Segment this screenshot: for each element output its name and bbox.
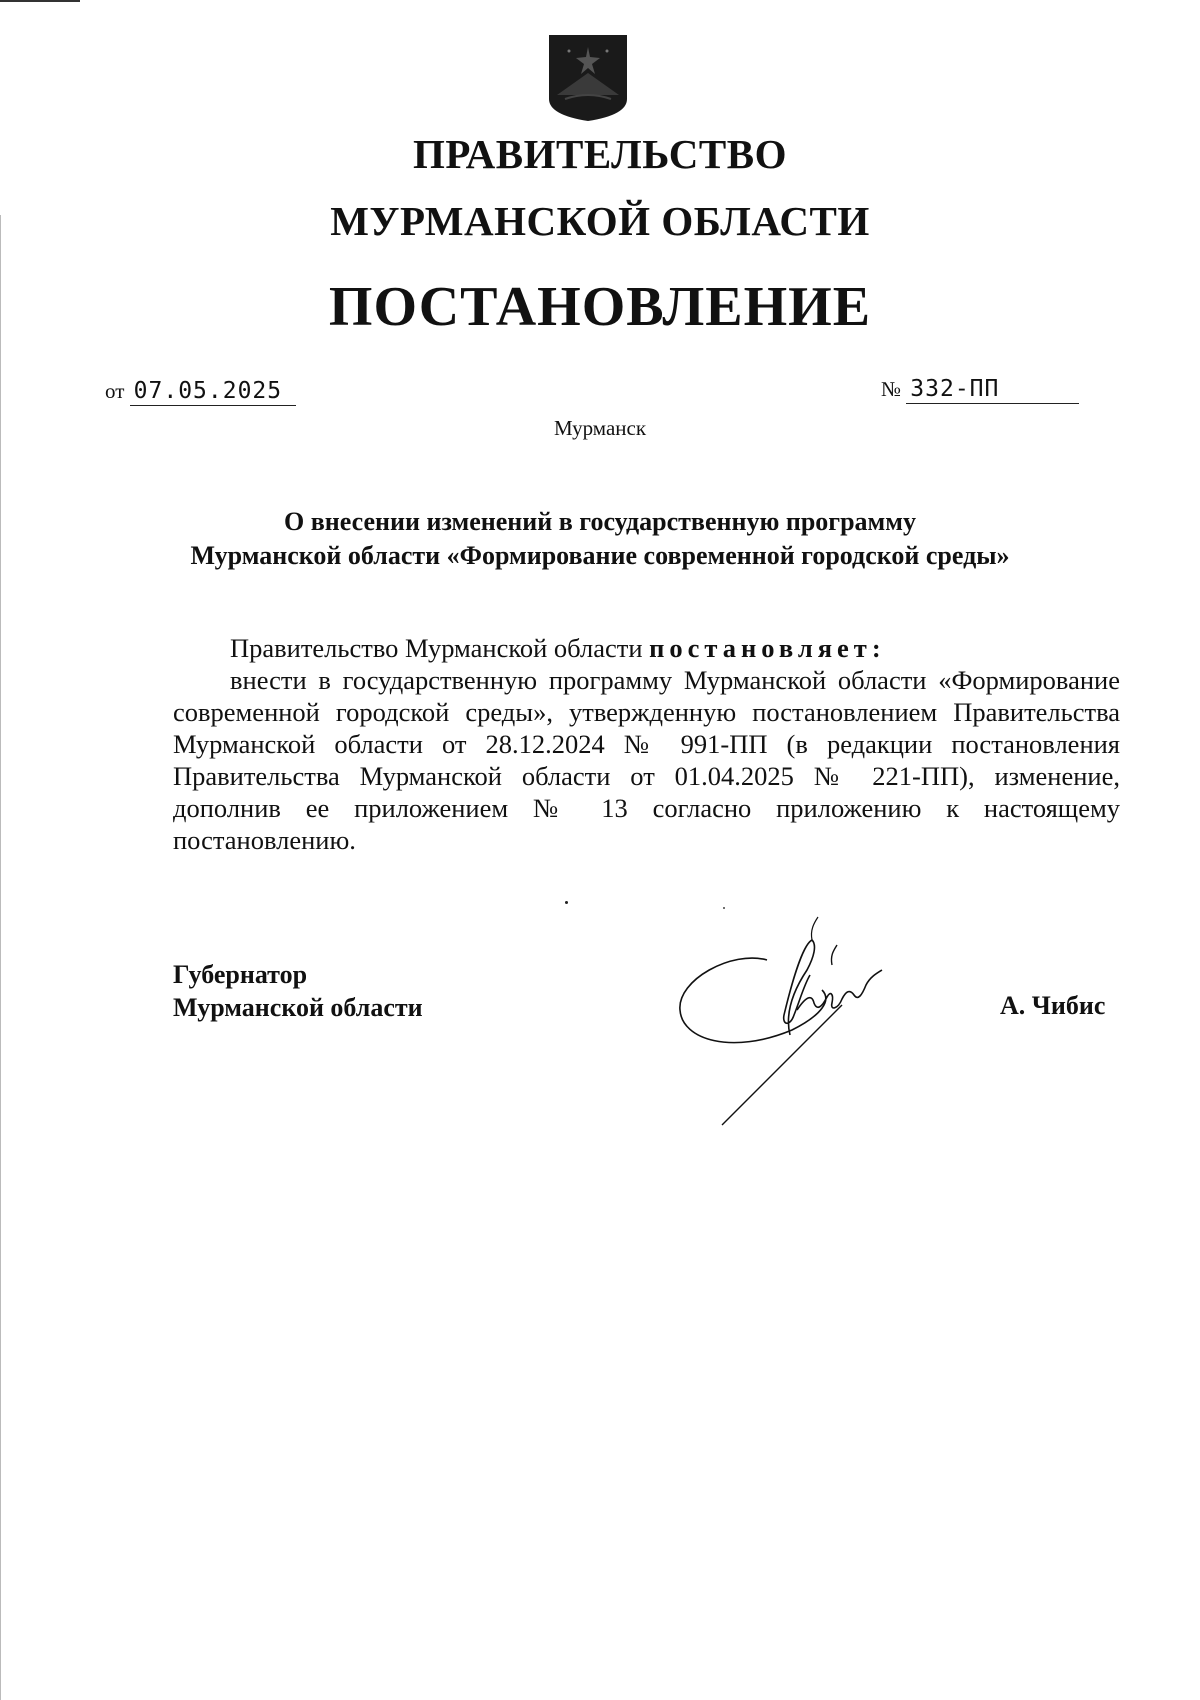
scan-edge-mark-top xyxy=(0,0,80,2)
document-date: 07.05.2025 xyxy=(130,378,296,406)
date-prefix: от xyxy=(105,379,125,403)
decision-word: постановляет: xyxy=(649,633,886,663)
document-number: 332-ПП xyxy=(906,376,1079,404)
scan-speck xyxy=(565,901,568,904)
government-title-line2: МУРМАНСКОЙ ОБЛАСТИ xyxy=(330,198,870,244)
decision-text: внести в государственную программу Мурманской области «Формирование современной городской среды», утвержденную постановлением Правительства Мурманской области от 28.12.2024 № 991-ПП (в редакции постановления Правительства Мурманской области от 01.04.2025 № 221-ПП), изменение, дополнив ее приложением № 13 согласно приложению к настоящему постановлению. xyxy=(173,665,1120,855)
government-title-line1: ПРАВИТЕЛЬСТВО xyxy=(412,131,788,177)
document-subject xyxy=(120,505,1080,573)
document-number-field xyxy=(881,376,1079,404)
subject-line2: Мурманской области «Формирование современной городской среды» xyxy=(190,541,1010,570)
document-date-field xyxy=(105,378,296,406)
decision-intro-paragraph xyxy=(173,632,1120,664)
signer-position xyxy=(173,958,423,1024)
coat-of-arms-icon xyxy=(547,33,629,123)
decision-intro: Правительство Мурманской области xyxy=(230,633,643,663)
subject-line1: О внесении изменений в государственную программу xyxy=(284,507,916,536)
scan-speck xyxy=(723,907,725,909)
signer-position-line2: Мурманской области xyxy=(173,993,423,1022)
document-body xyxy=(173,632,1120,856)
signer-position-line1: Губернатор xyxy=(173,960,308,989)
signer-name: А. Чибис xyxy=(1000,991,1106,1020)
handwritten-signature xyxy=(672,915,922,1135)
number-prefix: № xyxy=(881,377,902,401)
document-type-title: ПОСТАНОВЛЕНИЕ xyxy=(328,276,872,338)
city-name: Мурманск xyxy=(553,416,647,440)
